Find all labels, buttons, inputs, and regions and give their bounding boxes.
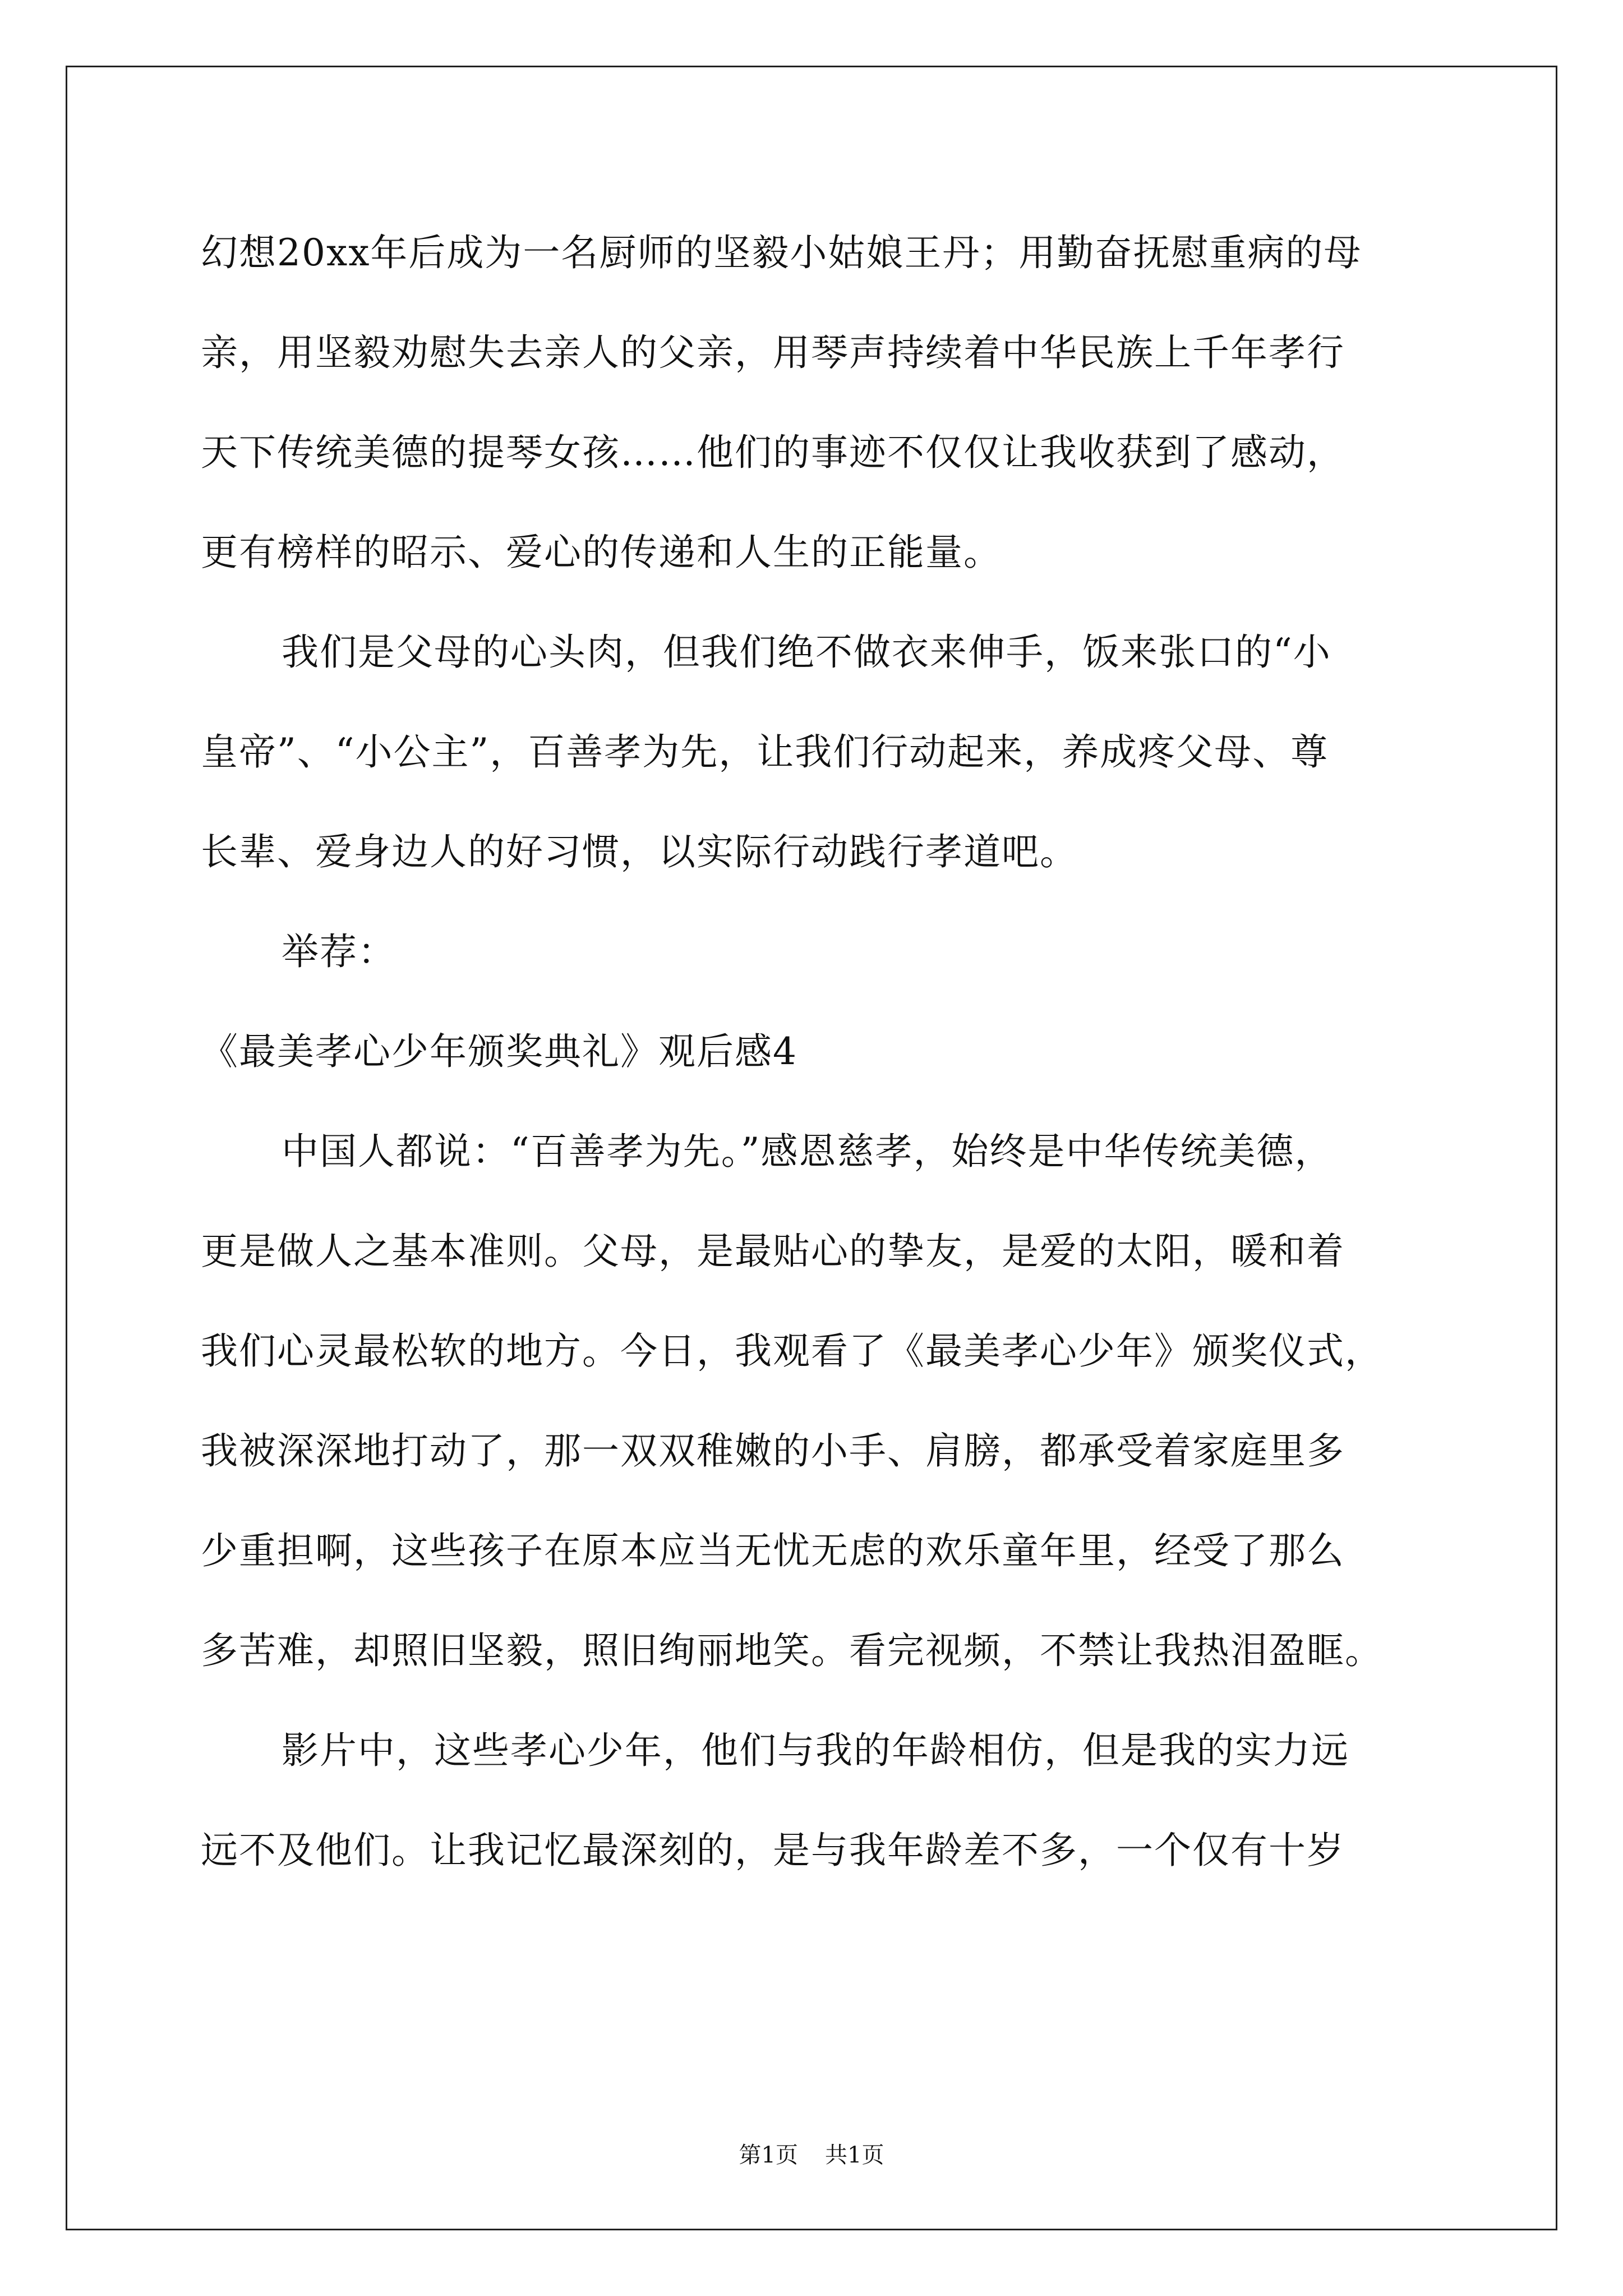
section-title: 《最美孝心少年颁奖典礼》观后感4 — [201, 1030, 797, 1073]
document-body — [201, 203, 1457, 1901]
text-line-5: 我们是父母的心头肉，但我们绝不做衣来伸手，饭来张口的“小 — [282, 631, 1331, 674]
text-line-11: 更是做人之基本准则。父母，是最贴心的挚友，是爱的太阳，暖和着 — [201, 1230, 1345, 1273]
page-number: 第1页 — [739, 2142, 798, 2168]
text-line-1: 幻想20xx年后成为一名厨师的坚毅小姑娘王丹；用勤奋抚慰重病的母 — [201, 231, 1362, 274]
text-line-6: 皇帝”、“小公主”，百善孝为先，让我们行动起来，养成疼父母、尊 — [201, 730, 1329, 774]
text-line-17: 远不及他们。让我记忆最深刻的，是与我年龄差不多，一个仅有十岁 — [201, 1829, 1345, 1872]
text-line-15: 多苦难，却照旧坚毅，照旧绚丽地笑。看完视频，不禁让我热泪盈眶。 — [201, 1629, 1383, 1672]
text-line-2: 亲，用坚毅劝慰失去亲人的父亲，用琴声持续着中华民族上千年孝行 — [201, 331, 1345, 374]
text-line-10: 中国人都说：“百善孝为先。”感恩慈孝，始终是中华传统美德， — [282, 1130, 1333, 1173]
text-line-7: 长辈、爱身边人的好习惯，以实际行动践行孝道吧。 — [201, 830, 1078, 873]
text-line-16: 影片中，这些孝心少年，他们与我的年龄相仿，但是我的实力远 — [282, 1729, 1349, 1772]
text-line-4: 更有榜样的昭示、爱心的传递和人生的正能量。 — [201, 531, 1002, 574]
text-line-3: 天下传统美德的提琴女孩……他们的事迹不仅仅让我收获到了感动， — [201, 431, 1345, 474]
text-line-12: 我们心灵最松软的地方。今日，我观看了《最美孝心少年》颁奖仪式， — [201, 1329, 1383, 1373]
recommend-label: 举荐： — [282, 930, 396, 973]
text-line-14: 少重担啊，这些孩子在原本应当无忧无虑的欢乐童年里，经受了那么 — [201, 1529, 1345, 1572]
page-footer — [0, 2137, 1623, 2169]
page-total: 共1页 — [825, 2142, 884, 2168]
text-line-13: 我被深深地打动了，那一双双稚嫩的小手、肩膀，都承受着家庭里多 — [201, 1429, 1345, 1473]
